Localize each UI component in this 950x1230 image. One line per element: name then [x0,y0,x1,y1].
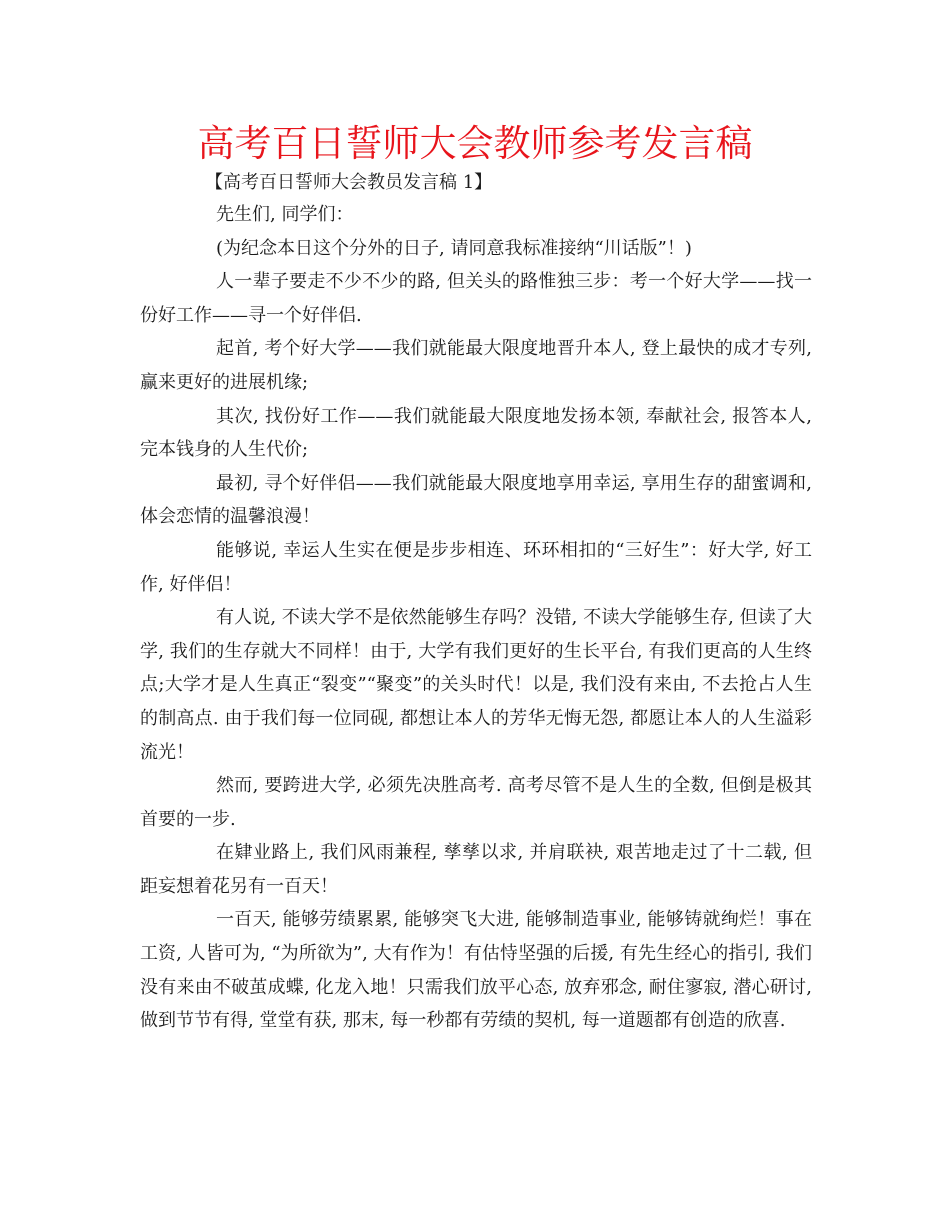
paragraph-hundred-days: 一百天, 能够劳绩累累, 能够突飞大进, 能够制造事业, 能够铸就绚烂！事在工资, 人皆可为, “为所欲为”, 大有作为！有估恃坚强的后援, 有先生经心的指引, 我们没有来由不破茧成蝶, 化龙入地！只需我们放平心态, 放弃邪念, 耐住寥寂, 潜心研讨, 做到节节有得, 堂堂有获, 那末, 每一秒都有劳绩的契机, 每一道题都有创造的欣喜. [140,909,812,1032]
paragraph-first: 起首, 考个好大学——我们就能最大限度地晋升本人, 登上最快的成才专列, 赢来更好的进展机缘; [140,338,812,393]
speech-subheading: 【高考百日誓师大会教员发言稿 1】 [205,172,493,193]
speech-body [140,198,812,1038]
paragraph-greeting: 先生们, 同学们： [216,204,354,225]
paragraph-third: 最初, 寻个好伴侣——我们就能最大限度地享用幸运, 享用生存的甜蜜调和, 体会恋情的温馨浪漫！ [140,472,812,528]
paragraph-second: 其次, 找份好工作——我们就能最大限度地发扬本领, 奉献社会, 报答本人, 完本钱身的人生代价; [140,405,812,461]
paragraph-university: 有人说, 不读大学不是依然能够生存吗？没错, 不读大学能够生存, 但读了大学, 我们的生存就大不同样！由于, 大学有我们更好的生长平台, 有我们更高的人生终点;大学才是人生真正“裂变”“聚变”的关头时代！以是, 我们没有来由, 不去抢占人生的制高点. 由于我们每一位同砚, 都想让本人的芳华无悔无怨, 都愿让本人的人生溢彩流光！ [140,607,812,763]
paragraph-journey: 在肄业路上, 我们风雨兼程, 孳孳以求, 并肩联袂, 艰苦地走过了十二载, 但距妄想着花另有一百天！ [140,842,812,897]
paragraph-three-steps: 人一辈子要走不少不少的路, 但关头的路惟独三步：考一个好大学——找一份好工作——寻一个好伴侣. [140,271,812,326]
document-title: 高考百日誓师大会教师参考发言稿 [197,122,753,165]
paragraph-note: (为纪念本日这个分外的日子, 请同意我标准接纳“川话版”！) [216,237,692,259]
paragraph-summary: 能够说, 幸运人生实在便是步步相连、环环相扣的“三好生”：好大学, 好工作, 好伴侣！ [140,539,812,595]
paragraph-exam: 然而, 要跨进大学, 必须先决胜高考. 高考尽管不是人生的全数, 但倒是极其首要的一步. [140,775,812,830]
